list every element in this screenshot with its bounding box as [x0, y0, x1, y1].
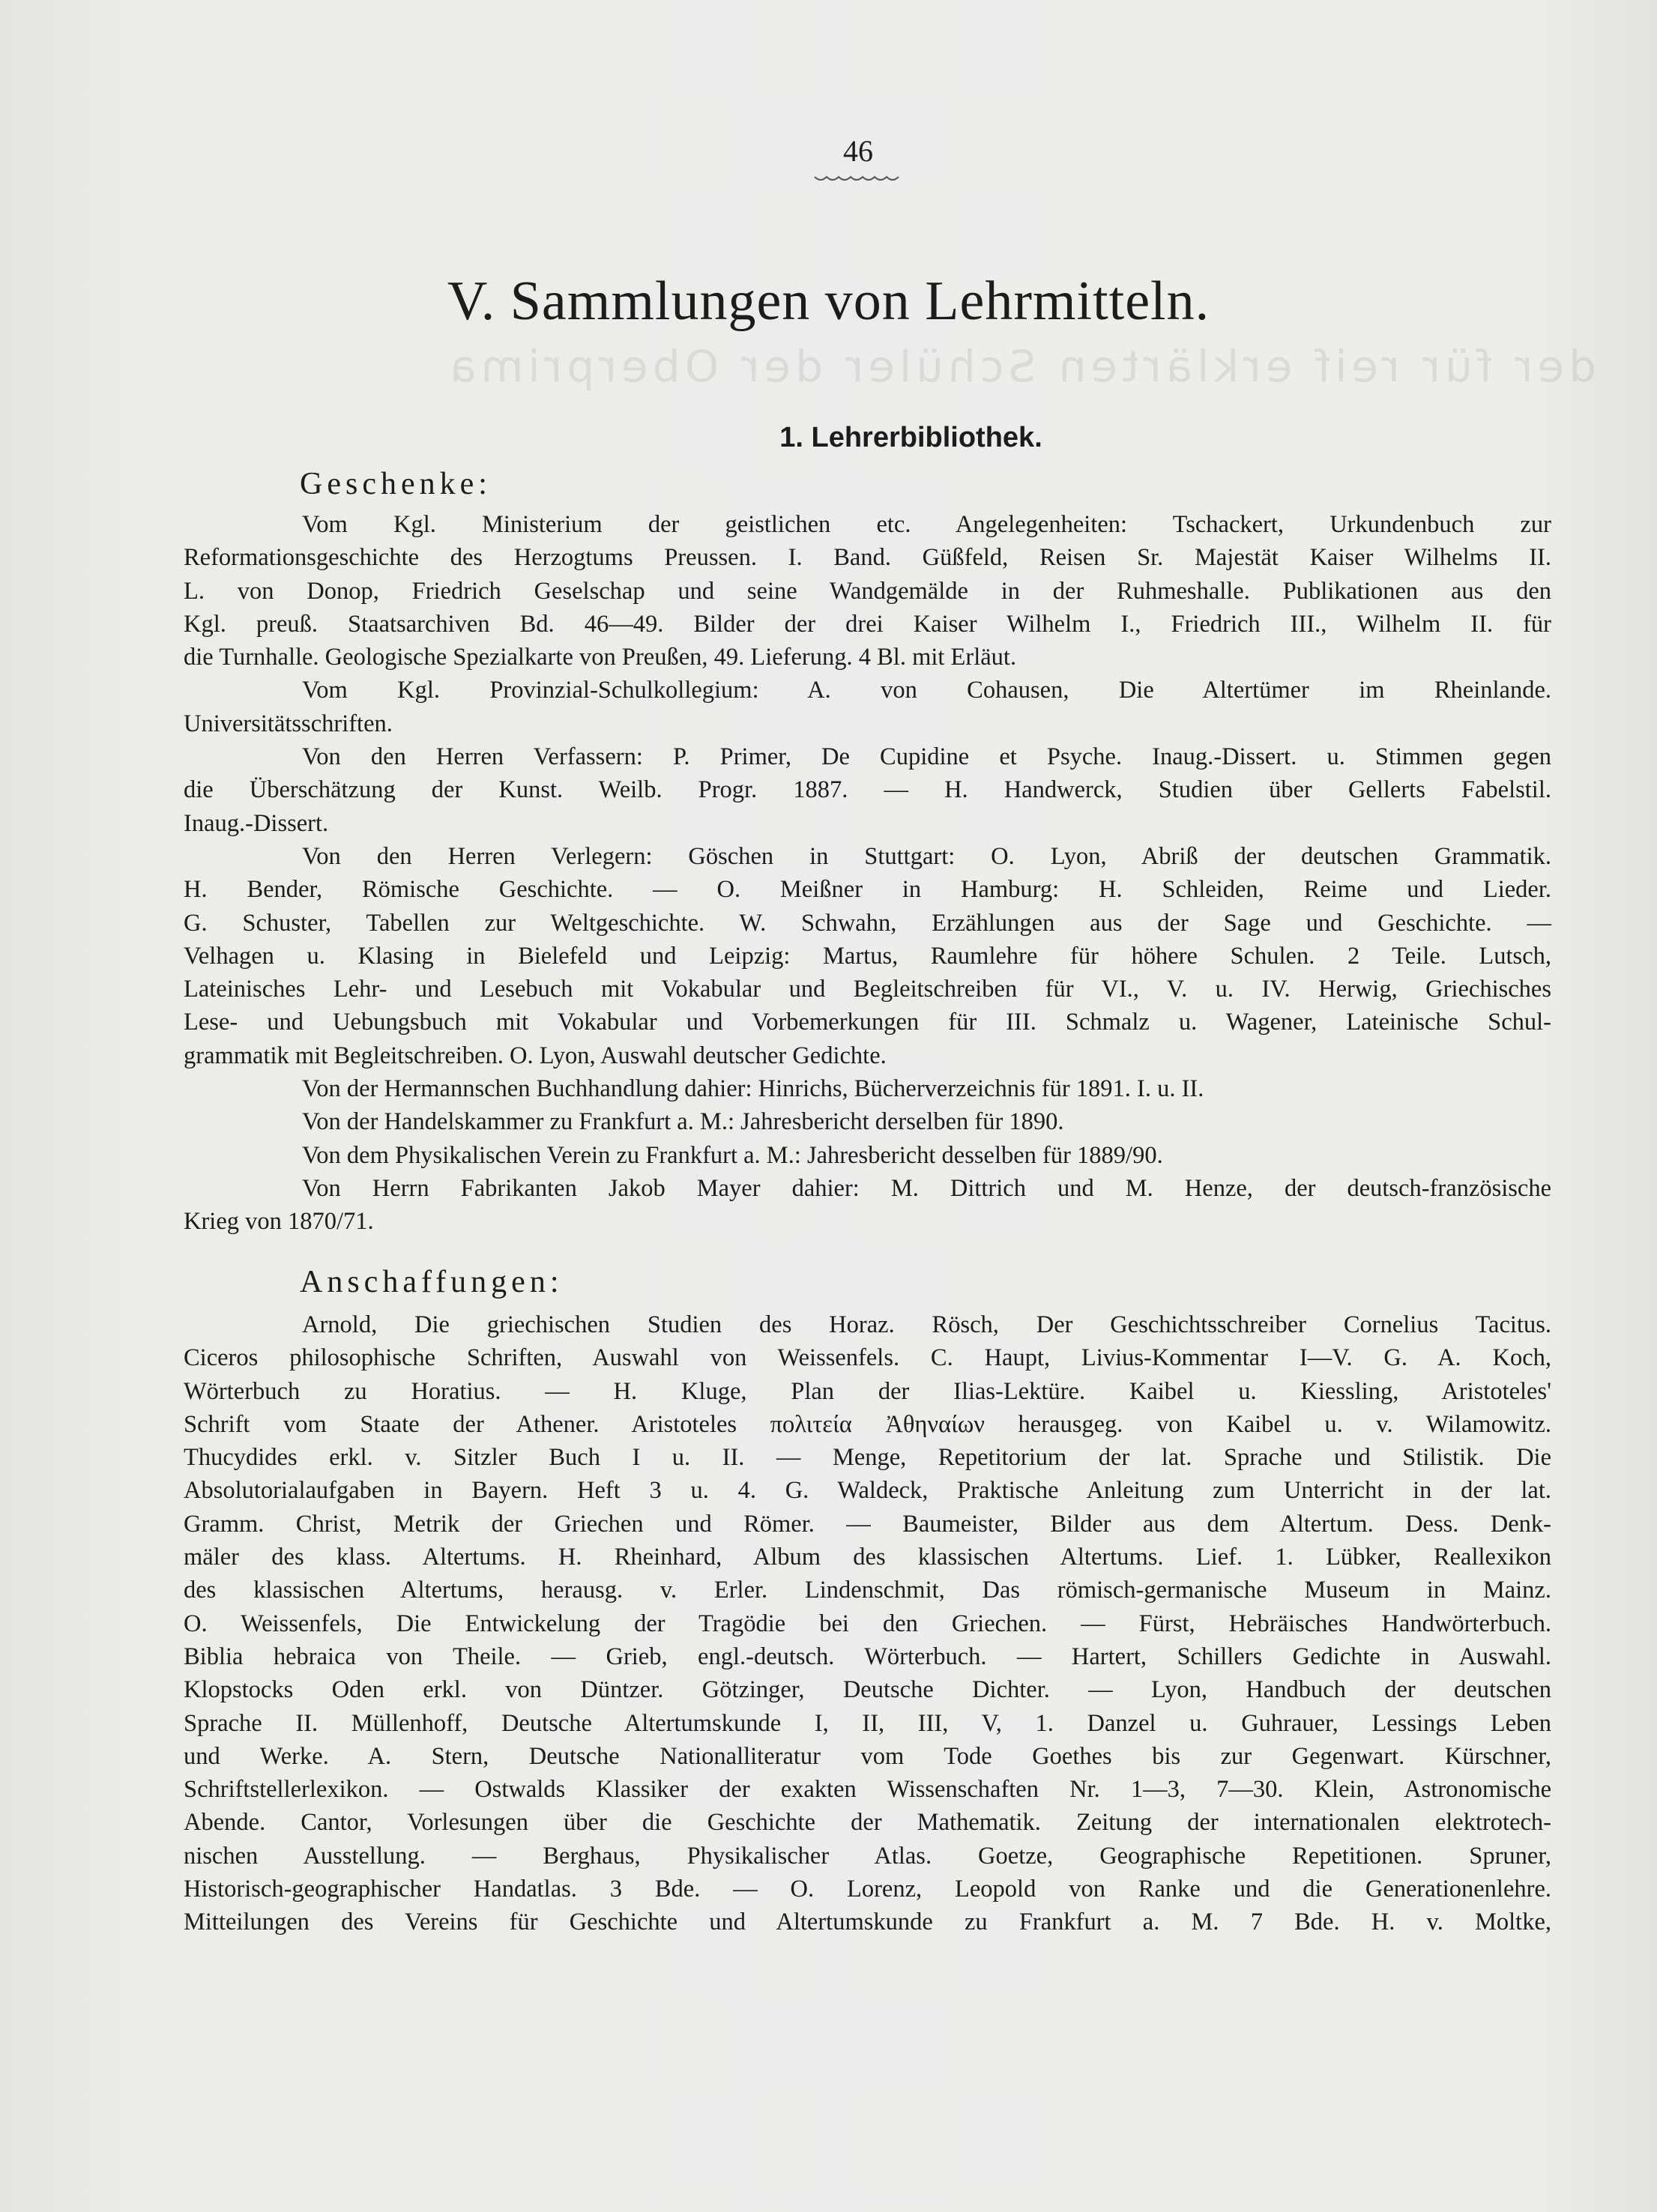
text-line: Krieg von 1870/71.	[184, 1208, 374, 1236]
text-line: Biblia hebraica von Theile. — Grieb, engl.-deutsch. Wörterbuch. — Hartert, Schillers Gedichte in Auswahl.	[184, 1643, 1551, 1670]
text-line: Thucydides erkl. v. Sitzler Buch I u. II. — Menge, Repetitorium der lat. Sprache und Stilistik. Die	[184, 1444, 1551, 1472]
text-line: Von dem Physikalischen Verein zu Frankfurt a. M.: Jahresbericht desselben für 1889/90.	[302, 1141, 1163, 1169]
text-line: Klopstocks Oden erkl. von Düntzer. Götzinger, Deutsche Dichter. — Lyon, Handbuch der deutschen	[184, 1676, 1551, 1704]
subsection-title: 1. Lehrerbibliothek.	[779, 422, 1042, 453]
text-line: Historisch-geographischer Handatlas. 3 Bde. — O. Lorenz, Leopold von Ranke und die Generationenlehre.	[184, 1876, 1551, 1903]
page-number: 46	[843, 134, 873, 168]
text-line: Gramm. Christ, Metrik der Griechen und Römer. — Baumeister, Bilder aus dem Altertum. Dess. Denk-	[184, 1510, 1551, 1538]
page-number-ornament	[813, 174, 903, 184]
text-line: Vom Kgl. Provinzial-Schulkollegium: A. von Cohausen, Die Altertümer im Rheinlande.	[302, 677, 1551, 704]
text-line: mäler des klass. Altertums. H. Rheinhard, Album des klassischen Altertums. Lief. 1. Lübker, Reallexikon	[184, 1544, 1551, 1571]
text-line: die Turnhalle. Geologische Spezialkarte von Preußen, 49. Lieferung. 4 Bl. mit Erläut.	[184, 644, 1017, 671]
text-line: Universitätsschriften.	[184, 710, 393, 737]
text-line: Inaug.-Dissert.	[184, 809, 329, 837]
text-line: des klassischen Altertums, herausg. v. Erler. Lindenschmit, Das römisch-germanische Museum in Mainz.	[184, 1577, 1551, 1604]
text-line: H. Bender, Römische Geschichte. — O. Meißner in Hamburg: H. Schleiden, Reime und Lieder.	[184, 876, 1551, 904]
geschenke-text	[184, 508, 1551, 1239]
text-line: Velhagen u. Klasing in Bielefeld und Leipzig: Martus, Raumlehre für höhere Schulen. 2 Teile. Lutsch,	[184, 942, 1551, 970]
text-line: die Überschätzung der Kunst. Weilb. Progr. 1887. — H. Handwerck, Studien über Gellerts Fabelstil.	[184, 776, 1551, 804]
geschenke-heading: Geschenke:	[300, 467, 492, 501]
show-through-text: der für reif erklärten Schüler der Oberprima	[445, 341, 1596, 392]
text-line: und Werke. A. Stern, Deutsche Nationalliteratur vom Tode Goethes bis zur Gegenwart. Kürschner,	[184, 1742, 1551, 1770]
text-line: Von der Handelskammer zu Frankfurt a. M.: Jahresbericht derselben für 1890.	[302, 1108, 1064, 1136]
text-line: Lese- und Uebungsbuch mit Vokabular und Vorbemerkungen für III. Schmalz u. Wagener, Lateinische Schul-	[184, 1009, 1551, 1036]
text-line: Von den Herren Verfassern: P. Primer, De Cupidine et Psyche. Inaug.-Dissert. u. Stimmen gegen	[302, 743, 1551, 771]
text-line: Lateinisches Lehr- und Lesebuch mit Vokabular und Begleitschreiben für VI., V. u. IV. Herwig, Griechisches	[184, 976, 1551, 1003]
text-line: Arnold, Die griechischen Studien des Horaz. Rösch, Der Geschichtsschreiber Cornelius Tacitus.	[302, 1311, 1551, 1338]
text-line: Von Herrn Fabrikanten Jakob Mayer dahier: M. Dittrich und M. Henze, der deutsch-französische	[302, 1174, 1551, 1202]
text-line: Absolutorialaufgaben in Bayern. Heft 3 u. 4. G. Waldeck, Praktische Anleitung zum Unterricht in der lat.	[184, 1477, 1551, 1505]
text-line: Vom Kgl. Ministerium der geistlichen etc. Angelegenheiten: Tschackert, Urkundenbuch zur	[302, 511, 1551, 538]
text-line: Kgl. preuß. Staatsarchiven Bd. 46—49. Bilder der drei Kaiser Wilhelm I., Friedrich III., Wilhelm II. für	[184, 610, 1551, 638]
anschaffungen-text	[184, 1308, 1551, 1939]
text-line: nischen Ausstellung. — Berghaus, Physikalischer Atlas. Goetze, Geographische Repetitionen. Spruner,	[184, 1842, 1551, 1870]
text-line: Sprache II. Müllenhoff, Deutsche Altertumskunde I, II, III, V, 1. Danzel u. Guhrauer, Lessings Leben	[184, 1709, 1551, 1737]
text-line: L. von Donop, Friedrich Geselschap und seine Wandgemälde in der Ruhmeshalle. Publikationen aus den	[184, 577, 1551, 605]
text-line: grammatik mit Begleitschreiben. O. Lyon, Auswahl deutscher Gedichte.	[184, 1042, 887, 1069]
text-line: Ciceros philosophische Schriften, Auswahl von Weissenfels. C. Haupt, Livius-Kommentar I—V. G. A. Koch,	[184, 1344, 1551, 1372]
section-title: V. Sammlungen von Lehrmitteln.	[447, 271, 1210, 332]
text-line: Schrift vom Staate der Athener. Aristoteles πολιτεία Ἀθηναίων herausgeg. von Kaibel u. v. Wilamowitz.	[184, 1410, 1551, 1438]
text-line: Von der Hermannschen Buchhandlung dahier: Hinrichs, Bücherverzeichnis für 1891. I. u. II.	[302, 1075, 1204, 1103]
text-line: G. Schuster, Tabellen zur Weltgeschichte. W. Schwahn, Erzählungen aus der Sage und Geschichte. —	[184, 909, 1551, 937]
text-line: Reformationsgeschichte des Herzogtums Preussen. I. Band. Güßfeld, Reisen Sr. Majestät Kaiser Wilhelms II.	[184, 544, 1551, 572]
text-line: Abende. Cantor, Vorlesungen über die Geschichte der Mathematik. Zeitung der internationalen elektrotech-	[184, 1809, 1551, 1837]
text-line: O. Weissenfels, Die Entwickelung der Tragödie bei den Griechen. — Fürst, Hebräisches Handwörterbuch.	[184, 1610, 1551, 1637]
anschaffungen-heading: Anschaffungen:	[300, 1265, 564, 1299]
text-line: Von den Herren Verlegern: Göschen in Stuttgart: O. Lyon, Abriß der deutschen Grammatik.	[302, 842, 1551, 870]
text-line: Mitteilungen des Vereins für Geschichte und Altertumskunde zu Frankfurt a. M. 7 Bde. H. v. Moltke,	[184, 1909, 1551, 1936]
text-line: Wörterbuch zu Horatius. — H. Kluge, Plan der Ilias-Lektüre. Kaibel u. Kiessling, Aristoteles'	[184, 1377, 1551, 1405]
text-line: Schriftstellerlexikon. — Ostwalds Klassiker der exakten Wissenschaften Nr. 1—3, 7—30. Klein, Astronomische	[184, 1776, 1551, 1804]
